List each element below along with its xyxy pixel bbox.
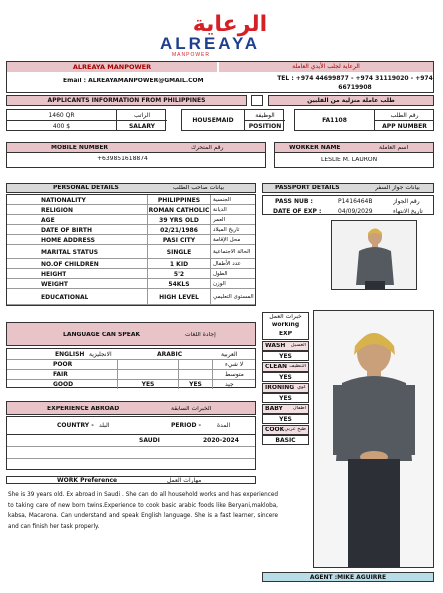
logo-latin: ALREAYA <box>160 34 261 53</box>
mobile-box <box>6 142 266 168</box>
personal-ar: الطول <box>213 271 228 277</box>
worker-header <box>275 143 433 153</box>
company-tel[interactable]: TEL : +974 44699877 - +974 31119020 - +974 66719908 <box>277 75 433 91</box>
lang-english-ar: الانجليزية <box>89 350 112 358</box>
skill-ar: التنظيف <box>289 364 306 370</box>
skill-ar: كوي <box>297 385 306 391</box>
passport-title: PASSPORT DETAILS <box>275 185 340 191</box>
company-name-ar: الرعاية لجلب الأيدي العاملة <box>292 63 360 70</box>
skills-exp: EXP <box>278 330 293 337</box>
position-value: HOUSEMAID <box>182 110 245 131</box>
personal-label: DATE OF BIRTH <box>41 226 92 234</box>
experience-title: EXPERIENCE ABROAD <box>47 406 120 412</box>
skill-label-cell <box>262 404 309 414</box>
skill-value-cell <box>262 351 309 361</box>
personal-row <box>7 195 255 205</box>
app-number-value: FA1108 <box>295 110 375 131</box>
mobile-header <box>7 143 265 153</box>
agent-bar <box>262 572 434 582</box>
work-pref-header <box>6 476 256 484</box>
personal-label: AGE <box>41 216 55 224</box>
language-header <box>6 322 256 346</box>
personal-value: HIGH LEVEL <box>147 289 211 305</box>
skill-label-cell <box>262 383 309 393</box>
experience-country: SAUDI <box>139 436 160 444</box>
company-email[interactable]: Email : ALREAYAMANPOWER@GMAIL.COM <box>63 78 204 84</box>
skill-value: YES <box>279 353 292 360</box>
company-logo <box>158 14 283 58</box>
header-box <box>6 61 434 93</box>
applicants-ar-bar <box>268 95 434 106</box>
personal-label: NATIONALITY <box>41 196 86 204</box>
lang-level-arabic <box>179 359 213 369</box>
exp-label: DATE OF EXP : <box>273 207 322 215</box>
skills-title-ar: خبرات العمل <box>269 314 302 320</box>
skill-label: IRONING <box>265 384 295 391</box>
skill-value: YES <box>279 395 292 402</box>
personal-label: HEIGHT <box>41 270 67 278</box>
worker-label: WORKER NAME <box>289 145 341 151</box>
personal-row <box>7 205 255 215</box>
agent-label: AGENT :MIKE AGUIRRE <box>309 574 387 581</box>
exp-ar: تاريخ الانتهاء <box>393 207 423 215</box>
period-label: PERIOD - <box>171 421 202 429</box>
worker-box <box>274 142 434 168</box>
personal-row <box>7 225 255 235</box>
skill-ar: طبخ عربي <box>284 427 306 433</box>
skill-label-cell <box>262 362 309 372</box>
experience-table <box>6 416 256 470</box>
personal-value: 1 KID <box>147 259 211 269</box>
skill-value: YES <box>279 374 292 381</box>
mobile-value[interactable]: +639851618874 <box>97 156 148 162</box>
lang-arabic: ARABIC <box>157 350 183 358</box>
applicants-label: APPLICANTS INFORMATION FROM PHILIPPINES <box>47 97 206 104</box>
logo-tag: MANPOWER <box>172 52 210 58</box>
lang-level-ar: جيد <box>225 380 234 388</box>
portrait-photo-small <box>331 220 417 290</box>
personal-label: EDUCATIONAL <box>41 293 89 301</box>
work-pref-title-ar: مهارات العمل <box>167 477 202 484</box>
portrait-photo-full <box>313 310 434 568</box>
skill-label: WASH <box>265 342 286 349</box>
personal-ar: الجنسية <box>213 197 231 203</box>
worker-label-ar: اسم العاملة <box>379 145 409 151</box>
personal-row <box>7 259 255 269</box>
personal-header <box>6 183 256 193</box>
personal-value: PHILIPPINES <box>147 195 211 205</box>
lang-level-label: GOOD <box>53 380 74 388</box>
pass-ar: رقم الجواز <box>393 197 420 205</box>
lang-level-english: YES <box>117 379 179 389</box>
language-title: LANGUAGE CAN SPEAK <box>63 332 141 338</box>
mobile-label: MOBILE NUMBER <box>51 145 109 151</box>
lang-level-label: POOR <box>53 360 73 368</box>
applicants-bar <box>6 95 247 106</box>
app-number-label: APP NUMBER <box>382 122 427 130</box>
pass-value: P1416464B <box>338 197 373 205</box>
pass-label: PASS NUB : <box>275 197 313 205</box>
lang-level-ar: متوسط <box>225 370 244 378</box>
lang-arabic-ar: العربية <box>221 350 238 358</box>
personal-title-ar: بيانات صاحب الطلب <box>173 185 225 191</box>
skill-value-cell <box>262 372 309 382</box>
passport-title-ar: بيانات جواز السفر <box>375 185 420 191</box>
skill-value-cell <box>262 393 309 403</box>
personal-label: MARITAL STATUS <box>41 248 99 256</box>
salary-ar-label: الراتب <box>117 110 167 121</box>
personal-row <box>7 235 255 245</box>
skill-ar: أطفال <box>292 406 306 412</box>
personal-label: NO.OF CHILDREN <box>41 260 99 268</box>
language-table <box>6 348 256 388</box>
personal-row <box>7 269 255 279</box>
personal-value: 02/21/1986 <box>147 225 211 235</box>
lang-level-ar: لا شيء <box>225 360 244 368</box>
personal-ar: الوزن <box>213 281 226 287</box>
personal-value: 5'2 <box>147 269 211 279</box>
skill-label-cell <box>262 341 309 351</box>
personal-label: HOME ADDRESS <box>41 236 95 244</box>
company-name: ALREAYA MANPOWER <box>72 63 152 71</box>
skill-value-cell <box>262 414 309 424</box>
lang-level-english <box>117 369 179 379</box>
experience-title-ar: الخبرات السابقة <box>171 406 212 412</box>
worker-name: LESLIE M. LAURON <box>321 157 378 163</box>
work-pref-text: She is 39 years old. Ex abroad in Saudi . She can do all household works and has experienced to taking care of new born twins.Experience to cook basic arabic foods like Beryani,makloba, kabsa, Macarona. Can understand and speak English language. She is a fast learner, sincere and can finish her task properly. <box>8 492 278 530</box>
mobile-label-ar: رقم المتحرك <box>191 145 224 151</box>
country-ar: البلد <box>99 421 110 429</box>
personal-ar: الحالة الاجتماعية <box>213 249 251 255</box>
personal-value: 54KLS <box>147 279 211 289</box>
country-label: COUNTRY - <box>57 421 94 429</box>
app-number-ar: رقم الطلب <box>375 110 434 121</box>
passport-table <box>262 195 434 215</box>
position-box <box>181 109 284 131</box>
lang-english: ENGLISH <box>55 350 85 358</box>
exp-value: 04/09/2029 <box>338 207 373 215</box>
skills-working: working <box>271 322 300 329</box>
skill-label: BABY <box>265 405 283 412</box>
experience-header <box>6 401 256 415</box>
personal-ar: العمر <box>213 217 226 223</box>
personal-value: SINGLE <box>147 245 211 259</box>
personal-value: ROMAN CATHOLIC <box>148 206 210 214</box>
salary-label: SALARY <box>128 122 156 130</box>
personal-ar: تاريخ الميلاد <box>213 227 240 233</box>
skills-header <box>262 312 309 340</box>
period-ar: المدة <box>217 421 231 429</box>
salary-value-qr: 1460 QR <box>7 110 117 121</box>
skill-ar: الغسيل <box>290 343 306 349</box>
personal-ar: المستوى التعليمي <box>213 294 254 300</box>
personal-title: PERSONAL DETAILS <box>53 185 119 191</box>
skill-value: YES <box>279 416 292 423</box>
salary-value-usd: 400 $ <box>7 121 117 131</box>
personal-row <box>7 289 255 305</box>
experience-period: 2020-2024 <box>203 436 239 444</box>
lang-level-label: FAIR <box>53 370 68 378</box>
position-label: POSITION <box>248 122 282 130</box>
passport-header <box>262 183 434 193</box>
salary-box <box>6 109 166 131</box>
skills-column <box>262 312 309 447</box>
company-name-ar-bar <box>219 62 433 72</box>
logo-arabic: الرعاية <box>192 12 268 37</box>
personal-row <box>7 279 255 289</box>
applicants-spacer <box>251 95 263 106</box>
company-name-bar <box>7 62 217 72</box>
personal-ar: عدد الأطفال <box>213 261 241 267</box>
personal-row <box>7 215 255 225</box>
personal-table <box>6 194 256 306</box>
skill-label: COOK <box>265 426 285 433</box>
language-title-ar: إجادة اللغات <box>185 332 216 338</box>
personal-ar: محل الإقامة <box>213 237 241 243</box>
personal-ar: الديانة <box>213 207 227 213</box>
skill-label-cell <box>262 425 309 435</box>
personal-label: RELIGION <box>41 206 74 214</box>
app-number-box <box>294 109 434 131</box>
personal-row <box>7 245 255 259</box>
personal-label: WEIGHT <box>41 280 68 288</box>
skill-value-cell <box>262 435 309 445</box>
lang-level-arabic: YES <box>179 379 213 389</box>
skill-label: CLEAN <box>265 363 287 370</box>
lang-level-english <box>117 359 179 369</box>
position-ar-label: الوظيفة <box>245 110 285 121</box>
lang-level-arabic <box>179 369 213 379</box>
applicants-label-ar: طلب عاملة منزلية من الفلبين <box>307 97 395 104</box>
personal-value: 39 YRS OLD <box>147 215 211 225</box>
work-pref-title: WORK Preference <box>57 477 118 484</box>
skill-value: BASIC <box>275 437 296 444</box>
personal-value: PASI CITY <box>147 235 211 245</box>
